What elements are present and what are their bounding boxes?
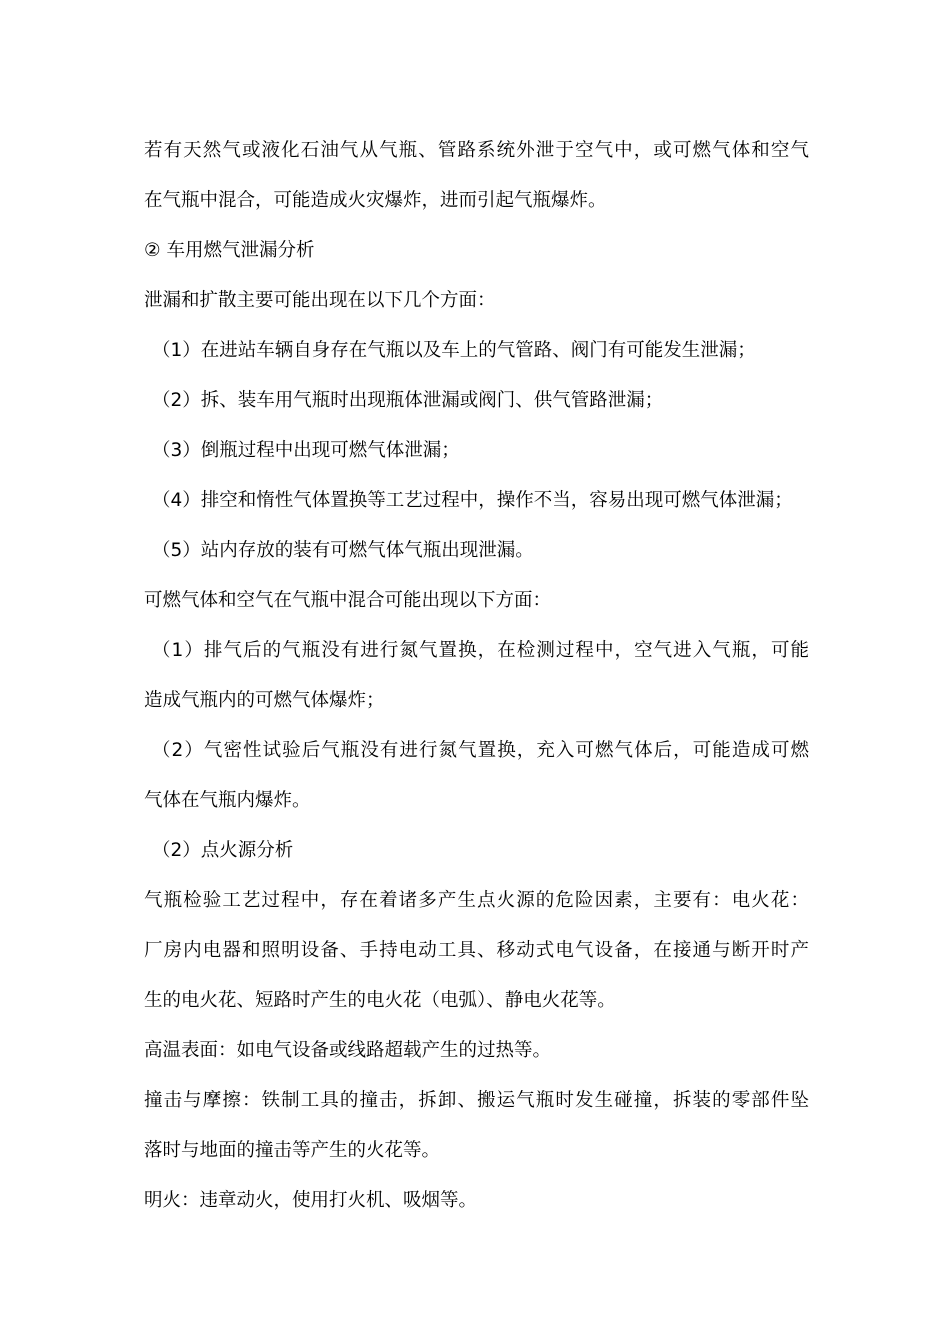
paragraph-line: 落时与地面的撞击等产生的火花等。 [144, 1140, 441, 1161]
list-item-continuation: 气体在气瓶内爆炸。 [144, 790, 311, 811]
paragraph-line: 可燃气体和空气在气瓶中混合可能出现以下方面： [144, 590, 552, 611]
list-item: （4）排空和惰性气体置换等工艺过程中，操作不当，容易出现可燃气体泄漏； [152, 490, 793, 511]
paragraph-line: 泄漏和扩散主要可能出现在以下几个方面： [144, 290, 496, 311]
list-item: （5）站内存放的装有可燃气体气瓶出现泄漏。 [152, 540, 534, 561]
list-item-continuation: 造成气瓶内的可燃气体爆炸； [144, 690, 385, 711]
list-item: （1）排气后的气瓶没有进行氮气置换，在检测过程中，空气进入气瓶，可能 [152, 640, 809, 661]
paragraph-line: 撞击与摩擦：铁制工具的撞击，拆卸、搬运气瓶时发生碰撞，拆装的零部件坠 [144, 1090, 809, 1111]
list-item: （2）拆、装车用气瓶时出现瓶体泄漏或阀门、供气管路泄漏； [152, 390, 664, 411]
paragraph-line: 在气瓶中混合，可能造成火灾爆炸，进而引起气瓶爆炸。 [144, 190, 607, 211]
paragraph-line: 高温表面：如电气设备或线路超载产生的过热等。 [144, 1040, 552, 1061]
list-item: （1）在进站车辆自身存在气瓶以及车上的气管路、阀门有可能发生泄漏； [152, 340, 756, 361]
section-heading: ② 车用燃气泄漏分析 [144, 240, 315, 261]
section-heading: （2）点火源分析 [152, 840, 294, 861]
list-item: （3）倒瓶过程中出现可燃气体泄漏； [152, 440, 460, 461]
paragraph-line: 明火：违章动火，使用打火机、吸烟等。 [144, 1190, 478, 1211]
document-body [144, 126, 809, 1226]
paragraph-line: 气瓶检验工艺过程中，存在着诸多产生点火源的危险因素，主要有：电火花： [144, 890, 809, 911]
paragraph-line: 若有天然气或液化石油气从气瓶、管路系统外泄于空气中，或可燃气体和空气 [144, 140, 809, 161]
paragraph-line: 生的电火花、短路时产生的电火花（电弧）、静电火花等。 [144, 990, 616, 1011]
list-item: （2）气密性试验后气瓶没有进行氮气置换，充入可燃气体后，可能造成可燃 [152, 740, 809, 761]
paragraph-line: 厂房内电器和照明设备、手持电动工具、移动式电气设备，在接通与断开时产 [144, 940, 809, 961]
